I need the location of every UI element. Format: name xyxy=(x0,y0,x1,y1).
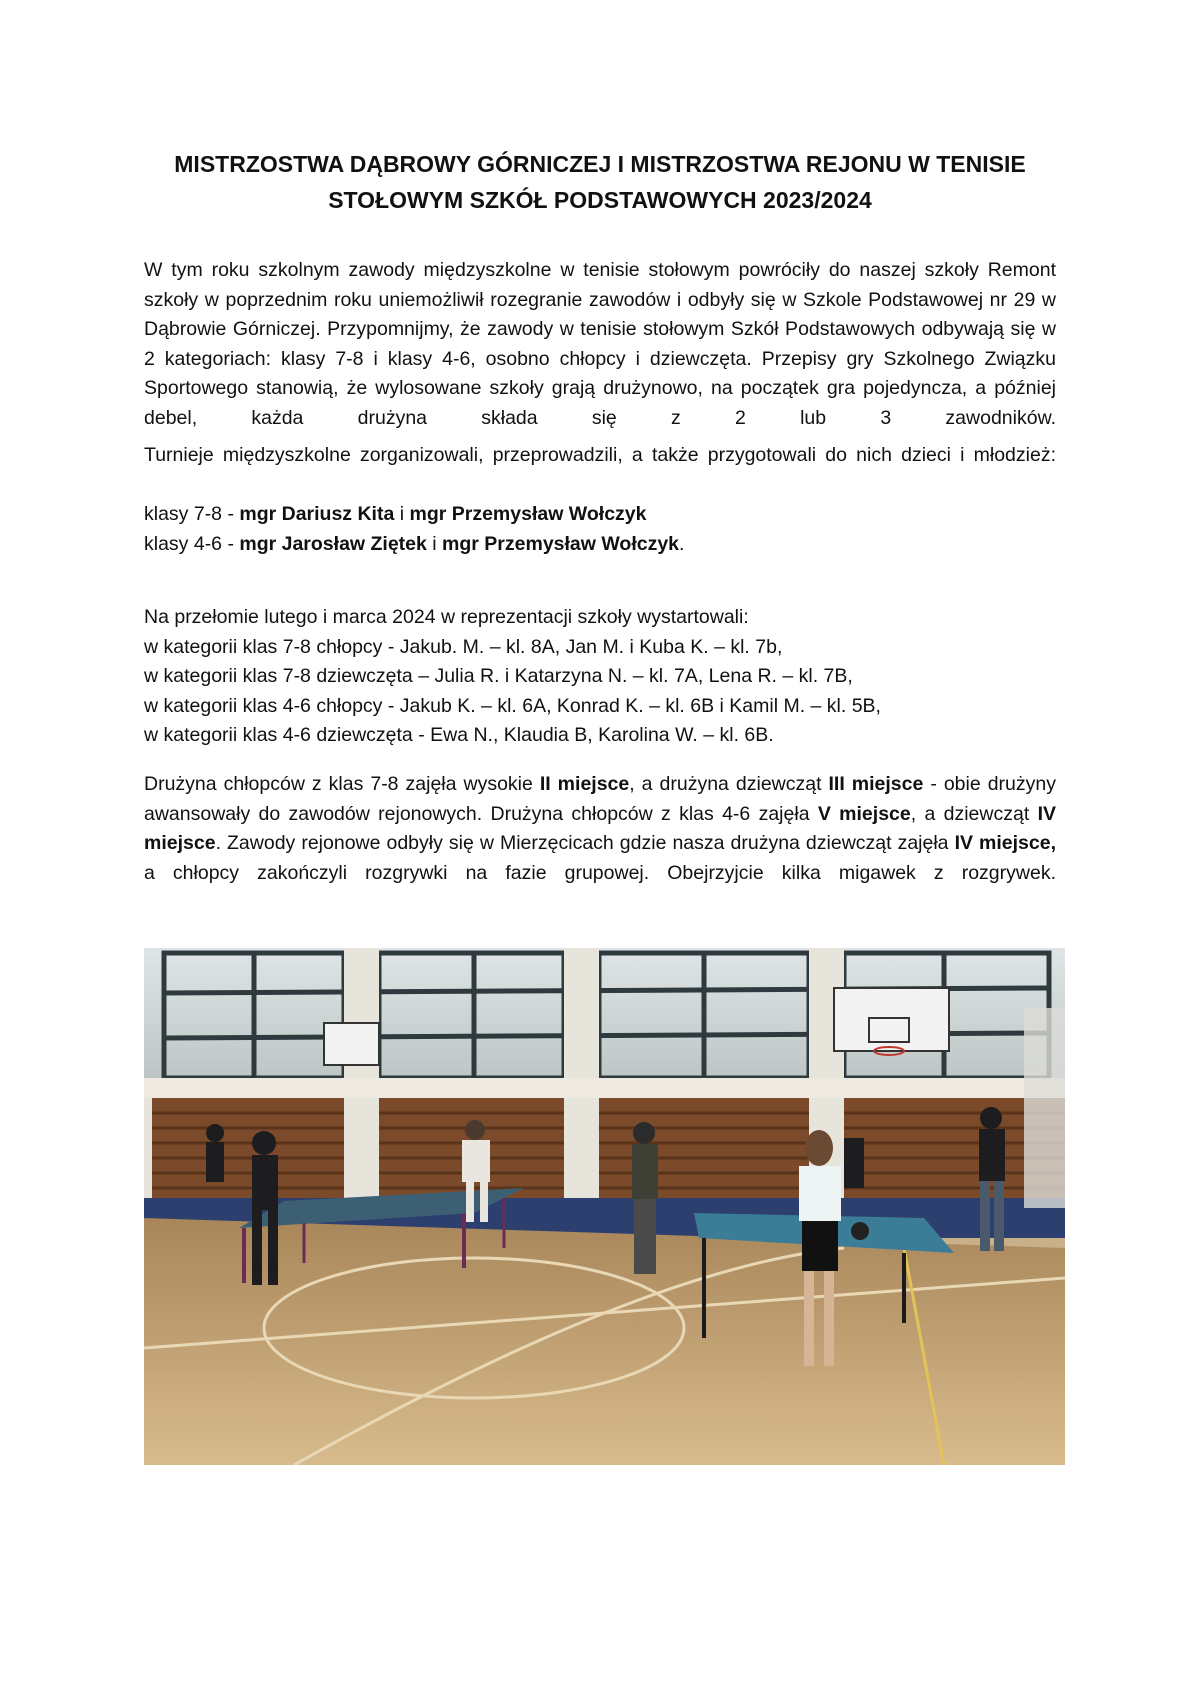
place-result: II miejsce xyxy=(539,773,630,795)
team-line: w kategorii klas 7-8 chłopcy - Jakub. M. – kl. 8A, Jan M. i Kuba K. – kl. 7b, xyxy=(144,635,783,658)
results-text: . Zawody rejonowe odbyły się w Mierzęcicach gdzie nasza drużyna dziewcząt zajęła xyxy=(215,832,955,854)
teams-section xyxy=(144,603,1056,751)
intro-paragraph: W tym roku szkolnym zawody międzyszkolne w tenisie stołowym powróciły do naszej szkoły Remont szkoły w poprzednim roku uniemożliwił rozegranie zawodów i odbyły się w Szkole Podstawowej nr 29 w Dąbrowie Górniczej. Przypomnijmy, że zawody w tenisie stołowym Szkół Podstawowych odbywają się w 2 kategoriach: klasy 7-8 i klasy 4-6, osobno chłopcy i dziewczęta. Przepisy gry Szkolnego Związku Sportowego stanowią, że wylosowane szkoły grają drużynowo, na początek gra pojedyncza, a później debel, każda drużyna składa się z 2 lub 3 zawodników. xyxy=(144,259,1056,429)
place-result: IV miejsce, xyxy=(954,832,1056,854)
organizers-paragraph: Turnieje międzyszkolne zorganizowali, przeprowadzili, a także przygotowali do nich dzieci i młodzież: xyxy=(144,444,1056,466)
title-line-1: MISTRZOSTWA DĄBROWY GÓRNICZEJ I MISTRZOSTWA REJONU W TENISIE xyxy=(174,151,1026,177)
table-tennis-photo-illustration xyxy=(144,948,1065,1465)
results-paragraph xyxy=(144,770,1056,918)
place-result: IV miejsce xyxy=(144,802,1056,854)
organizers-line-4-6 xyxy=(144,530,1056,560)
place-result: III miejsce xyxy=(828,773,924,795)
teams-intro: Na przełomie lutego i marca 2024 w reprezentacji szkoły wystartowali: xyxy=(144,606,749,628)
team-line: w kategorii klas 4-6 chłopcy - Jakub K. – kl. 6A, Konrad K. – kl. 6B i Kamil M. – kl. 5B, xyxy=(144,694,881,717)
organizers-line-7-8 xyxy=(144,500,1056,530)
line-prefix: klasy 4-6 - xyxy=(144,532,240,555)
results-text: - obie drużyny awansowały do zawodów rejonowych. Drużyna chłopców z klas 4-6 zajęła xyxy=(144,773,1056,825)
team-line: w kategorii klas 7-8 dziewczęta – Julia R. i Katarzyna N. – kl. 7A, Lena R. – kl. 7B, xyxy=(144,665,853,687)
conjunction: i xyxy=(426,532,443,555)
teacher-name: mgr Dariusz Kita xyxy=(239,503,395,525)
line-prefix: klasy 7-8 - xyxy=(144,503,240,525)
line-end: . xyxy=(679,532,685,555)
results-text: Drużyna chłopców z klas 7-8 zajęła wysokie xyxy=(144,773,540,795)
teacher-name: mgr Jarosław Ziętek xyxy=(239,532,427,555)
teacher-name: mgr Przemysław Wołczyk xyxy=(442,532,680,555)
teacher-name: mgr Przemysław Wołczyk xyxy=(409,503,647,525)
document-title xyxy=(144,146,1056,218)
gym-photo xyxy=(144,948,1065,1465)
place-result: V miejsce xyxy=(817,802,911,825)
organizers-section xyxy=(144,441,1056,559)
team-line: w kategorii klas 4-6 dziewczęta - Ewa N., Klaudia B, Karolina W. – kl. 6B. xyxy=(144,724,774,746)
title-line-2: STOŁOWYM SZKÓŁ PODSTAWOWYCH 2023/2024 xyxy=(328,187,872,213)
results-text: , a drużyna dziewcząt xyxy=(629,773,829,795)
results-text: , a dziewcząt xyxy=(910,802,1038,825)
conjunction: i xyxy=(394,503,410,525)
results-text: a chłopcy zakończyli rozgrywki na fazie grupowej. Obejrzyjcie kilka migawek z rozgrywek. xyxy=(144,861,1056,884)
